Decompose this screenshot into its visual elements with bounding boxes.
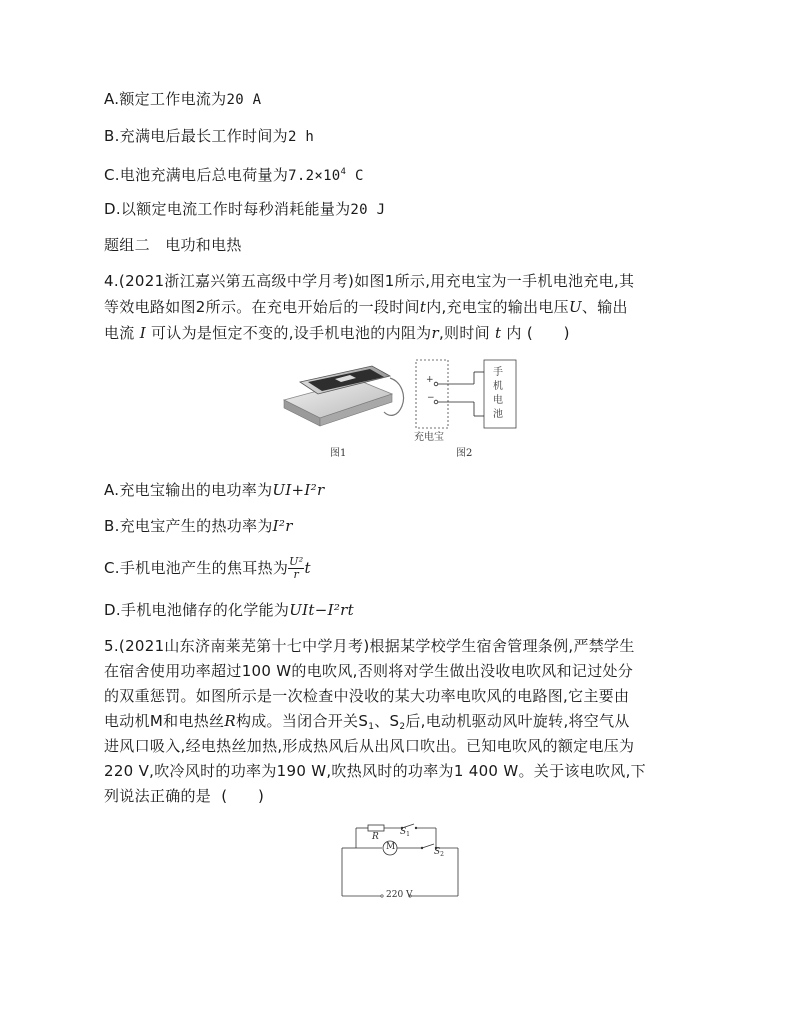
q5-line-2: 在宿舍使用功率超过100 W的电吹风,否则将对学生做出没收电吹风和记过处分 (104, 662, 634, 680)
subscript: 2 (399, 722, 406, 732)
subscript: 1 (406, 831, 410, 838)
text: 电流 (104, 324, 135, 342)
q5-line-3: 的双重惩罚。如图所示是一次检查中没收的某大功率电吹风的电路图,它主要由 (104, 687, 630, 705)
fraction (288, 556, 304, 581)
q5-line-4 (104, 711, 630, 737)
text: 后,电动机驱动风叶旋转,将空气从 (405, 712, 630, 730)
option-formula: UIt−I²rt (289, 601, 354, 619)
option-unit: C (346, 168, 364, 184)
var-t: t (495, 324, 502, 342)
q5-line-6: 220 V,吹冷风时的功率为190 W,吹热风时的功率为1 400 W。关于该电吹风,下 (104, 762, 646, 780)
figure-2-caption: 图2 (456, 448, 473, 459)
option-text: B.充电宝产生的热功率为 (104, 517, 273, 535)
subscript: 1 (368, 722, 375, 732)
option-text: D.以额定电流工作时每秒消耗能量为 (104, 200, 351, 218)
label-char: 机 (493, 381, 503, 392)
var-r: R (224, 712, 236, 730)
option-formula: I²r (272, 517, 293, 535)
option-formula: t (304, 559, 311, 577)
section-title: 题组二 电功和电热 (104, 236, 242, 254)
label: S (434, 847, 441, 857)
q5-line-7 (104, 786, 264, 806)
option-value: 7.2×10 (288, 168, 341, 184)
text: ,则时间 (438, 324, 490, 342)
var-r: r (431, 324, 439, 342)
text: 可认为是恒定不变的,设手机电池的内阻为 (151, 324, 432, 342)
label-char: 池 (493, 409, 503, 420)
q4-option-d (104, 600, 354, 620)
var-u: U (568, 298, 582, 316)
fraction-denominator: r (293, 568, 300, 581)
option-value: 20 A (226, 92, 262, 108)
text: 内 (506, 324, 522, 342)
text: 列说法正确的是 (104, 787, 212, 805)
figure-1-powerbank-image (280, 362, 410, 442)
resistor-label: R (372, 832, 379, 842)
option-formula: UI+I²r (272, 481, 325, 499)
figure-1-caption: 图1 (330, 448, 347, 459)
subscript: 2 (440, 851, 444, 858)
text: 构成。当闭合开关S (235, 712, 369, 730)
option-text: A.充电宝输出的电功率为 (104, 481, 273, 499)
fraction-numerator: U² (289, 555, 304, 568)
q4-line-3 (104, 323, 570, 343)
answer-paren: ( ) (526, 324, 570, 342)
resistor-symbol (368, 825, 384, 831)
var-i: I (139, 324, 146, 342)
q3-option-c (104, 162, 364, 186)
q3-option-a (104, 89, 261, 110)
text: 等效电路如图2所示。在充电开始后的一段时间 (104, 298, 420, 316)
text: 内,充电宝的输出电压 (426, 298, 569, 316)
switch-s1-label (400, 827, 410, 838)
voltage-label: 220 V (386, 890, 413, 900)
option-text: C.手机电池产生的焦耳热为 (104, 559, 289, 577)
option-exponent: 4 (340, 167, 347, 177)
option-value: 20 J (350, 202, 386, 218)
q4-option-a (104, 480, 324, 500)
var-t: t (419, 298, 427, 316)
charger-label: 充电宝 (414, 432, 444, 443)
phone-battery-label (493, 366, 503, 422)
plus-terminal (434, 382, 438, 386)
switch-s2-symbol (422, 844, 434, 848)
q5-line-1: 5.(2021山东济南莱芜第十七中学月考)根据某学校学生宿舍管理条例,严禁学生 (104, 637, 635, 655)
motor-label: M (386, 842, 396, 852)
switch-s2-label (434, 847, 444, 858)
q3-option-d (104, 199, 385, 220)
q4-option-c (104, 556, 311, 581)
q4-line-1: 4.(2021浙江嘉兴第五高级中学月考)如图1所示,用充电宝为一手机电池充电,其 (104, 272, 635, 290)
q5-line-5: 进风口吸入,经电热丝加热,形成热风后从出风口吹出。已知电吹风的额定电压为 (104, 737, 635, 755)
answer-paren: ( ) (221, 787, 265, 805)
plus-sign: + (426, 375, 434, 385)
text: 、S (374, 712, 400, 730)
minus-sign: − (427, 393, 435, 403)
option-text: D.手机电池储存的化学能为 (104, 601, 290, 619)
q4-line-2 (104, 297, 628, 317)
option-text: B.充满电后最长工作时间为 (104, 127, 288, 145)
q3-option-b (104, 126, 314, 147)
option-value: 2 h (287, 129, 315, 145)
minus-terminal (434, 400, 438, 404)
text: 、输出 (581, 298, 628, 316)
option-text: C.电池充满电后总电荷量为 (104, 166, 289, 184)
q4-option-b (104, 516, 293, 536)
label-char: 手 (493, 367, 503, 378)
option-text: A.额定工作电流为 (104, 90, 227, 108)
text: 电动机M和电热丝 (104, 712, 225, 730)
label: S (400, 827, 407, 837)
label-char: 电 (493, 395, 503, 406)
